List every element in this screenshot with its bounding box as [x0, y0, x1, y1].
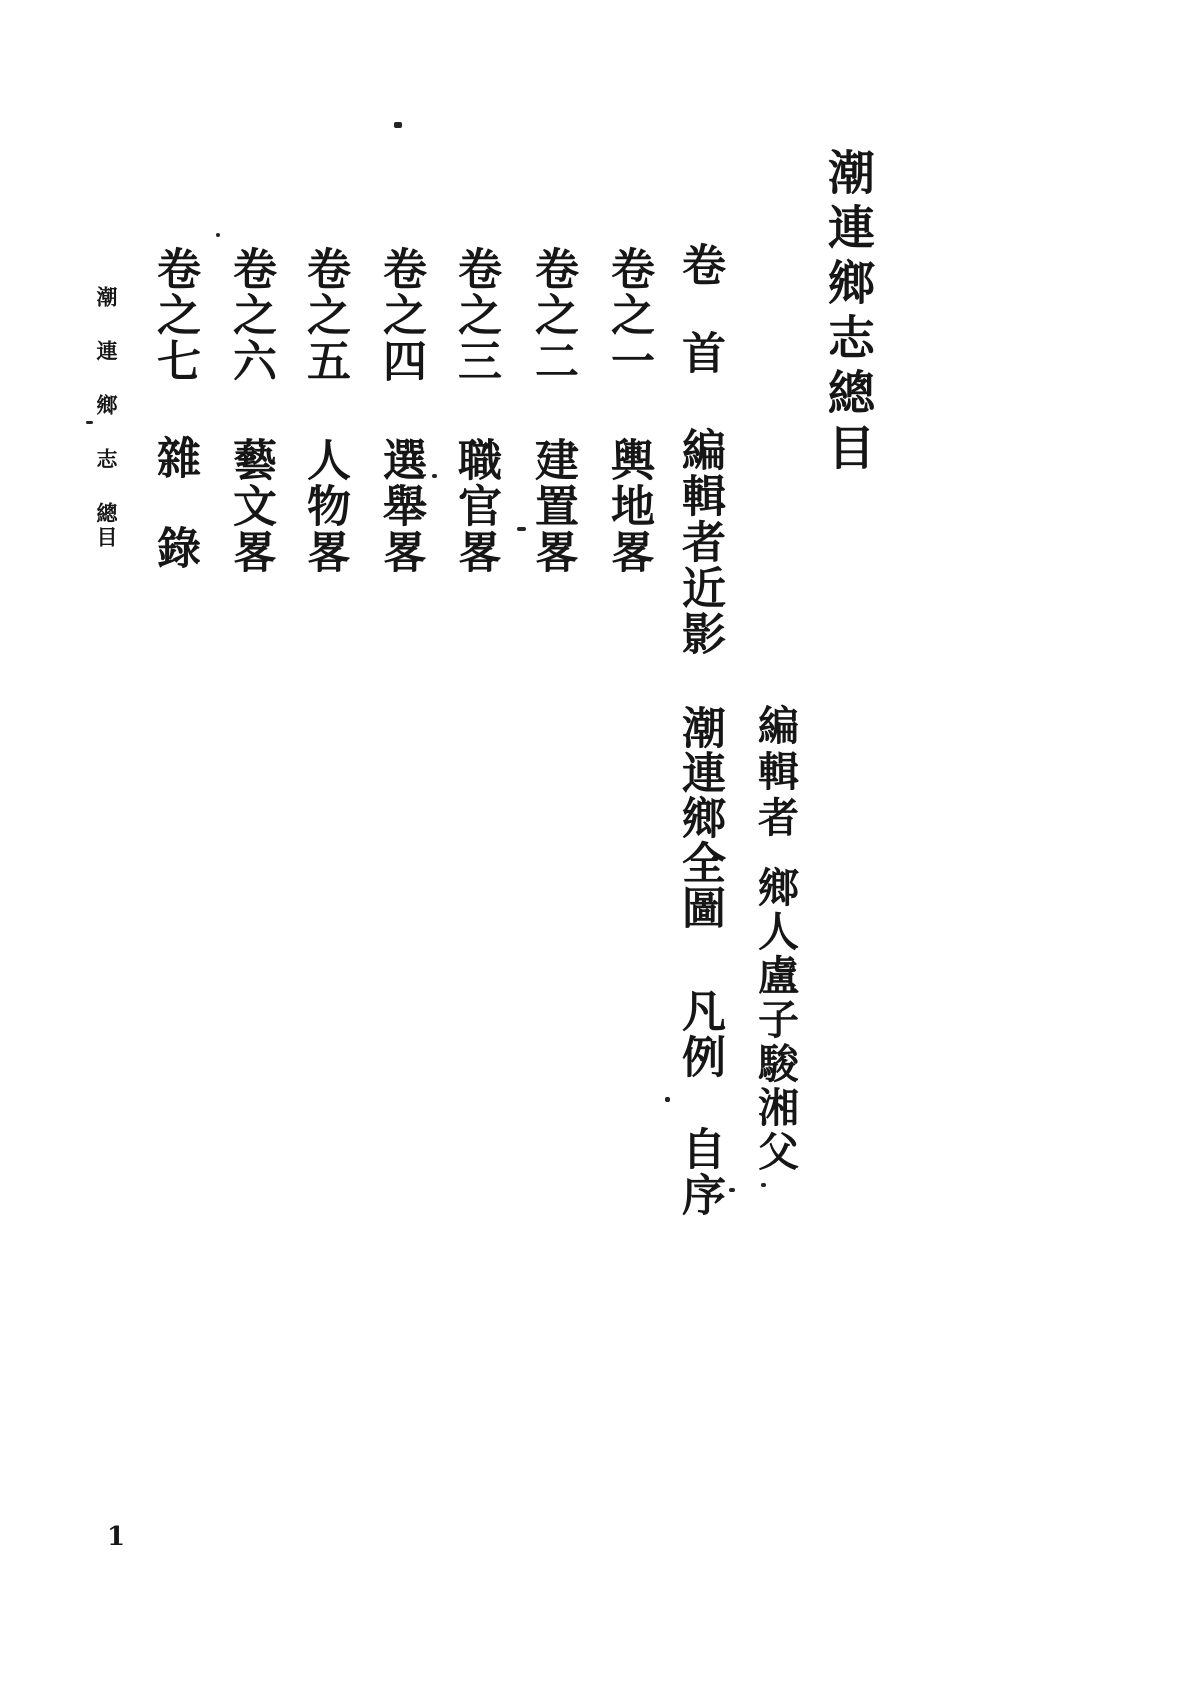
editor-name: 鄉人盧子駿湘父	[751, 866, 799, 1174]
ink-speck	[394, 122, 402, 128]
ink-speck	[432, 474, 437, 478]
volume-4-title: 選舉畧	[375, 437, 426, 575]
front-item-editor-portrait: 編輯者近影	[674, 427, 725, 657]
running-title-section: 總目	[94, 502, 119, 550]
volume-7-title: 雜錄	[149, 435, 200, 615]
book-title: 潮連鄉志總目	[820, 148, 875, 478]
ink-speck	[761, 1183, 766, 1187]
volume-5-label: 卷之五	[299, 246, 350, 384]
ink-speck	[216, 233, 220, 237]
page-number: 1	[107, 1522, 126, 1552]
front-volume-label: 卷首	[674, 242, 725, 418]
volume-2-title: 建置畧	[527, 437, 578, 575]
front-item-authors-preface: 自序	[674, 1126, 725, 1218]
volume-6-label: 卷之六	[225, 246, 276, 384]
volume-1-title: 輿地畧	[603, 437, 654, 575]
front-item-explanatory-notes: 凡例	[674, 988, 725, 1080]
running-title-book: 潮連鄉志	[94, 286, 119, 502]
ink-speck	[517, 527, 526, 531]
volume-2-label: 卷之二	[527, 246, 578, 384]
ink-speck	[86, 421, 93, 424]
volume-4-label: 卷之四	[375, 246, 426, 384]
front-item-village-map: 潮連鄉全圖	[674, 705, 725, 930]
volume-1-label: 卷之一	[603, 246, 654, 384]
volume-3-label: 卷之三	[450, 246, 501, 384]
volume-7-label: 卷之七	[149, 246, 200, 384]
volume-3-title: 職官畧	[450, 437, 501, 575]
volume-6-title: 藝文畧	[225, 437, 276, 575]
ink-speck	[665, 1097, 670, 1102]
ink-speck	[729, 1188, 735, 1192]
volume-5-title: 人物畧	[299, 437, 350, 575]
editor-label: 編輯者	[751, 704, 799, 842]
